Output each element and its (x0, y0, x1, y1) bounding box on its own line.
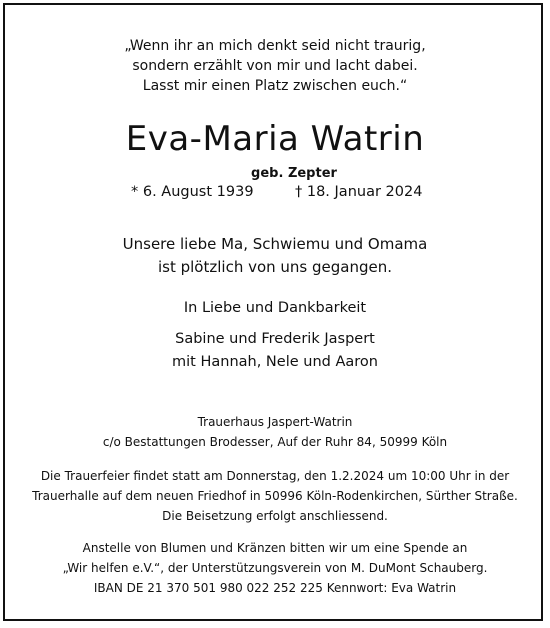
donation-line-1: Anstelle von Blumen und Kränzen bitten wir um eine Spende an (82, 541, 468, 555)
birth-name: geb. Zepter (251, 166, 337, 181)
contact-line-2: c/o Bestattungen Brodesser, Auf der Ruhr 84, 50999 Köln (102, 435, 448, 449)
death-date: † 18. Januar 2024 (295, 184, 423, 200)
birth-date: * 6. August 1939 (131, 184, 254, 200)
family-line-3: mit Hannah, Nele und Aaron (172, 354, 378, 370)
message-line-2: ist plötzlich von uns gegangen. (157, 258, 393, 276)
donation-line-3: IBAN DE 21 370 501 980 022 252 225 Kennwort: Eva Watrin (93, 581, 457, 595)
quote-line-2: sondern erzählt von mir und lacht dabei. (132, 58, 418, 74)
quote-line-1: „Wenn ihr an mich denkt seid nicht traurig, (124, 38, 426, 54)
deceased-name: Eva-Maria Watrin (125, 119, 425, 159)
contact-line-1: Trauerhaus Jaspert-Watrin (197, 415, 353, 429)
ceremony-line-3: Die Beisetzung erfolgt anschliessend. (162, 509, 388, 523)
family-line-1: In Liebe und Dankbarkeit (183, 300, 367, 316)
quote-line-3: Lasst mir einen Platz zwischen euch.“ (142, 78, 408, 94)
ceremony-line-2: Trauerhalle auf dem neuen Friedhof in 50996 Köln-Rodenkirchen, Sürther Straße. (32, 489, 518, 503)
message-line-1: Unsere liebe Ma, Schwiemu und Omama (122, 235, 428, 253)
ceremony-line-1: Die Trauerfeier findet statt am Donnerstag, den 1.2.2024 um 10:00 Uhr in der (40, 469, 510, 483)
donation-line-2: „Wir helfen e.V.“, der Unterstützungsverein von M. DuMont Schauberg. (62, 561, 488, 575)
family-line-2: Sabine und Frederik Jaspert (175, 331, 375, 347)
